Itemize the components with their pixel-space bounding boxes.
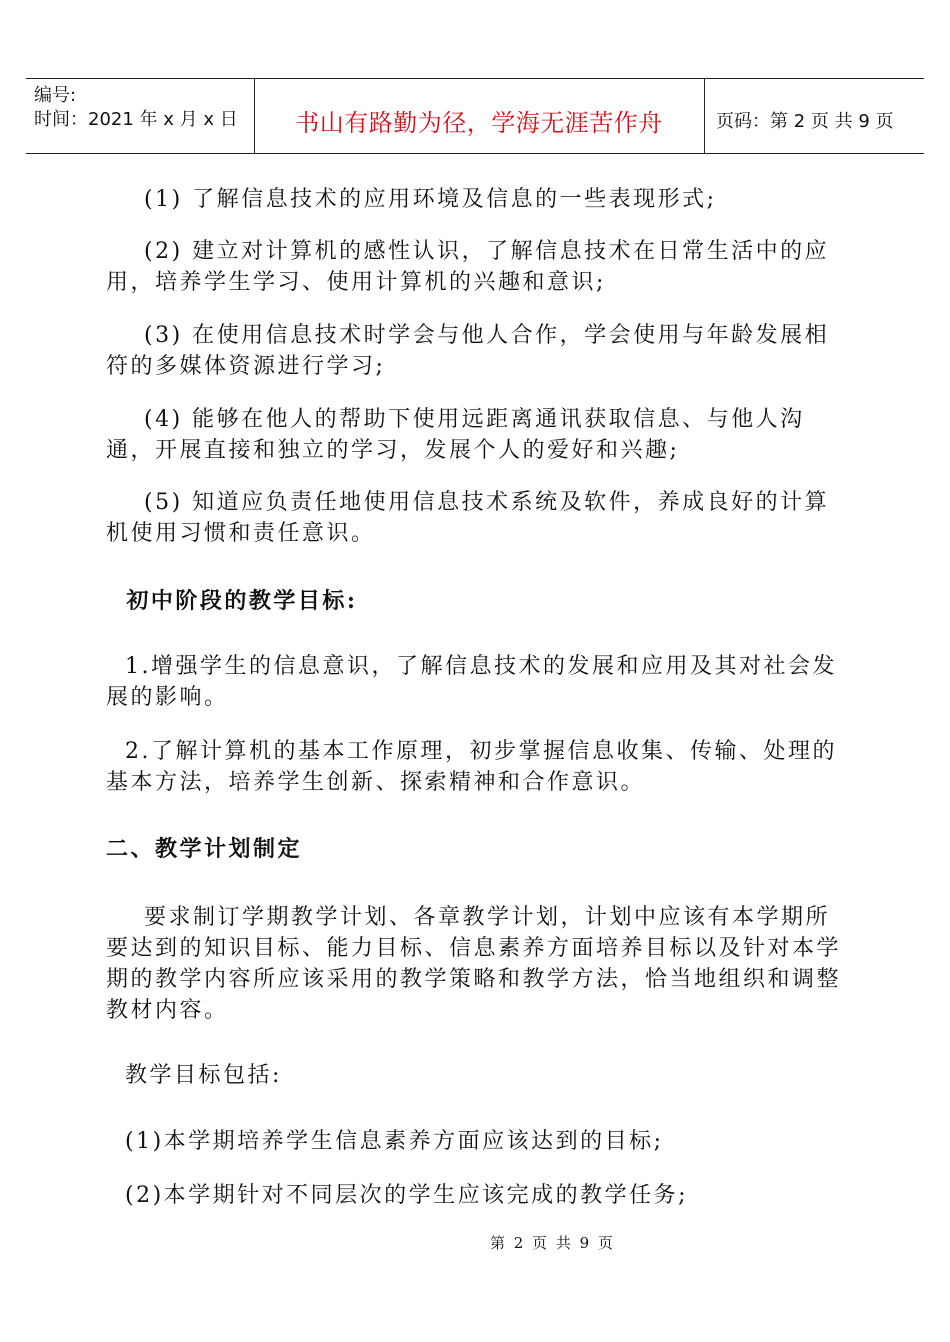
- document-number-label: 编号:: [34, 85, 77, 106]
- header-motto-cell: [254, 79, 705, 153]
- paragraph: 教学目标包括:: [125, 1063, 282, 1088]
- header-page-info: 页码：第 2 页 共 9 页: [716, 111, 894, 132]
- page-footer: 第 2 页 共 9 页: [490, 1234, 615, 1252]
- paragraph: (4) 能够在他人的帮助下使用远距离通讯获取信息、与他人沟通，开展直接和独立的学习，发展个人的爱好和兴趣;: [106, 407, 805, 463]
- paragraph: (3) 在使用信息技术时学会与他人合作，学会使用与年龄发展相符的多媒体资源进行学习;: [106, 323, 830, 379]
- paragraph: 要求制订学期教学计划、各章教学计划，计划中应该有本学期所要达到的知识目标、能力目标、信息素养方面培养目标以及针对本学期的教学内容所应该采用的教学策略和教学方法，恰当地组织和调整教材内容。: [106, 905, 842, 1023]
- header-meta-cell: [26, 79, 255, 153]
- document-time-label: 时间：2021 年 x 月 x 日: [34, 109, 238, 130]
- section-heading: 二、教学计划制定: [106, 836, 303, 862]
- list-item: (1)本学期培养学生信息素养方面应该达到的目标;: [125, 1129, 664, 1154]
- header-page-cell: [704, 79, 924, 153]
- paragraph: (5) 知道应负责任地使用信息技术系统及软件，养成良好的计算机使用习惯和责任意识。: [106, 490, 830, 546]
- document-header: [26, 78, 924, 154]
- paragraph: (1) 了解信息技术的应用环境及信息的一些表现形式;: [143, 187, 717, 212]
- paragraph: 1.增强学生的信息意识，了解信息技术的发展和应用及其对社会发展的影响。: [106, 654, 837, 710]
- paragraph: (2) 建立对计算机的感性认识，了解信息技术在日常生活中的应用，培养学生学习、使用计算机的兴趣和意识;: [106, 239, 830, 295]
- header-motto: 书山有路勤为径，学海无涯苦作舟: [295, 109, 663, 137]
- list-item: (2)本学期针对不同层次的学生应该完成的教学任务;: [125, 1183, 689, 1208]
- section-subheading: 初中阶段的教学目标:: [126, 588, 358, 614]
- paragraph: 2.了解计算机的基本工作原理，初步掌握信息收集、传输、处理的基本方法，培养学生创新、探索精神和合作意识。: [106, 739, 837, 795]
